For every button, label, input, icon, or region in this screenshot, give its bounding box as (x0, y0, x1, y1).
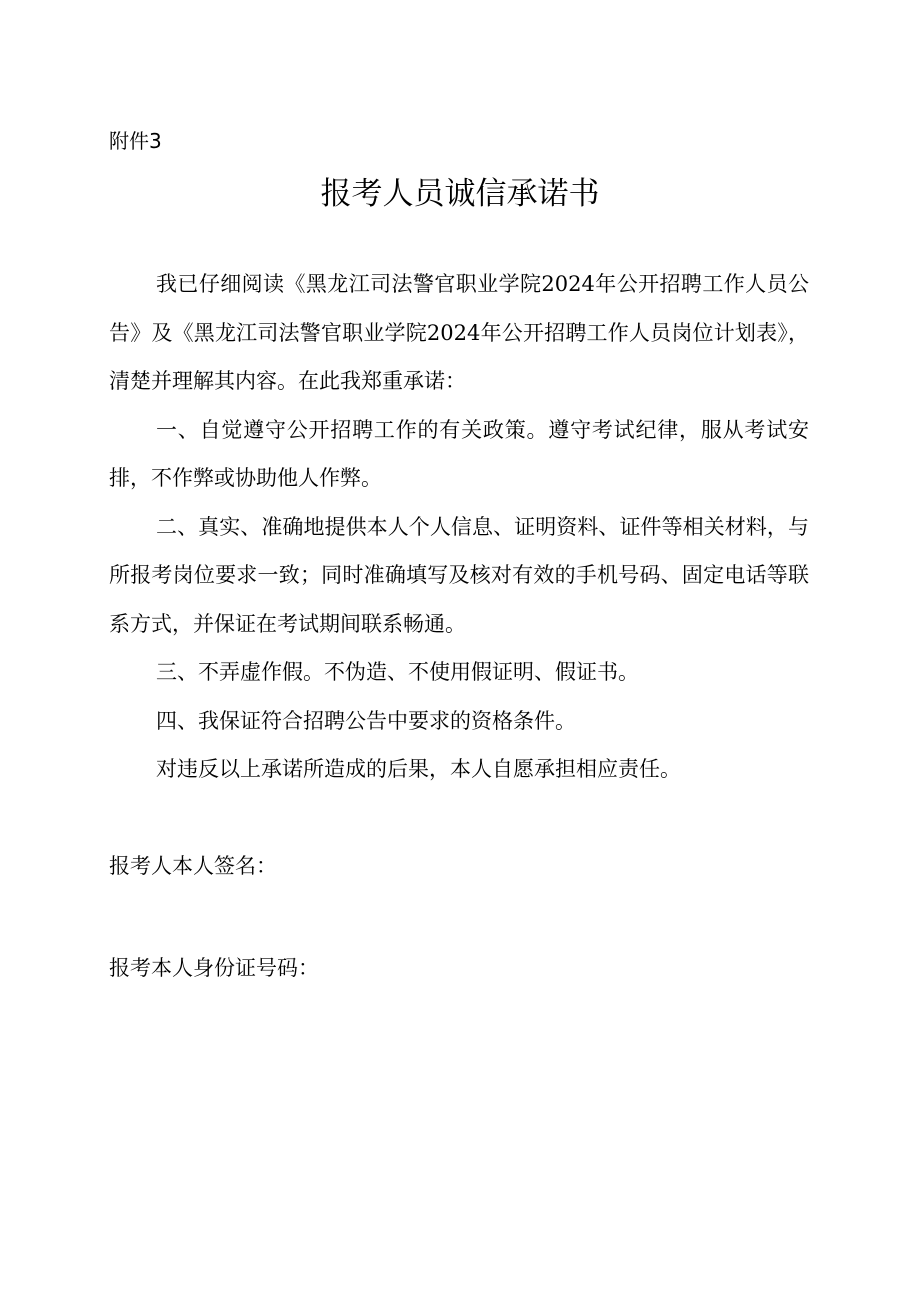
closing-paragraph: 对违反以上承诺所造成的后果，本人自愿承担相应责任。 (156, 757, 681, 781)
document-body (109, 260, 809, 794)
pledge-item-1: 一、自觉遵守公开招聘工作的有关政策。遵守考试纪律，服从考试安排，不作弊或协助他人作弊。 (109, 417, 809, 490)
pledge-item-3: 三、不弄虚作假。不伪造、不使用假证明、假证书。 (156, 660, 639, 684)
signature-label: 报考人本人签名： (109, 854, 277, 878)
pledge-item-2: 二、真实、准确地提供本人个人信息、证明资料、证件等相关材料，与所报考岗位要求一致；同时准确填写及核对有效的手机号码、固定电话等联系方式，并保证在考试期间联系畅通。 (109, 514, 809, 636)
attachment-label: 附件3 (109, 129, 162, 153)
document-title: 报考人员诚信承诺书 (320, 176, 600, 212)
intro-paragraph: 我已仔细阅读《黑龙江司法警官职业学院2024年公开招聘工作人员公告》及《黑龙江司法警官职业学院2024年公开招聘工作人员岗位计划表》，清楚并理解其内容。在此我郑重承诺： (109, 272, 809, 393)
pledge-item-4: 四、我保证符合招聘公告中要求的资格条件。 (156, 708, 576, 733)
id-number-label: 报考本人身份证号码： (109, 956, 319, 980)
